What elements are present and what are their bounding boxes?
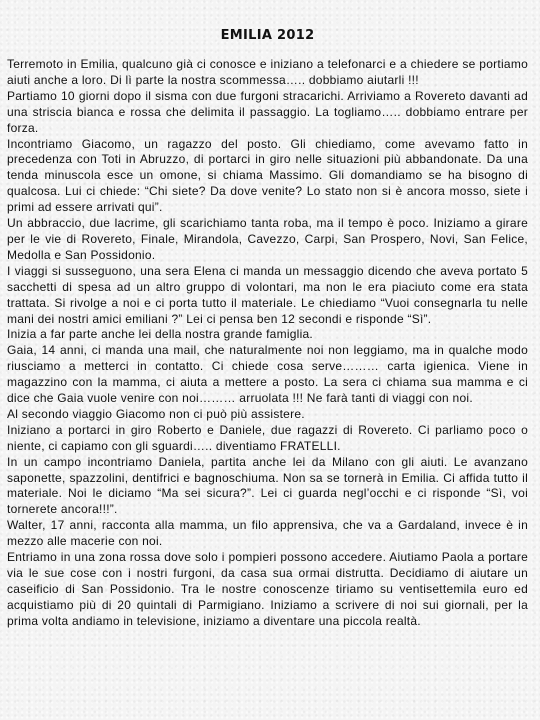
paragraph: Partiamo 10 giorni dopo il sisma con due furgoni stracarichi. Arriviamo a Rovereto davanti ad una striscia bianca e rossa che delimita il passaggio. La togliamo….. dobbiamo entrare per forza.: [7, 88, 528, 135]
document-title: EMILIA 2012: [220, 28, 315, 43]
document-body: [7, 57, 528, 630]
paragraph: Al secondo viaggio Giacomo non ci può più assistere.: [7, 406, 305, 421]
paragraph: Gaia, 14 anni, ci manda una mail, che naturalmente noi non leggiamo, ma in qualche modo riusciamo a metterci in contatto. Ci chiede cosa serve……… carta igienica. Viene in magazzino con la mamma, ci aiuta a mettere a posto. La sera ci chiama sua mamma e ci dice che Gaia vuole venire con noi……… arruolata !!! Ne farà tanti di viaggi con noi.: [7, 343, 528, 406]
paragraph: Inizia a far parte anche lei della nostra grande famiglia.: [7, 327, 314, 342]
paragraph: Terremoto in Emilia, qualcuno già ci conosce e iniziano a telefonarci e a chiedere se portiamo aiuti anche a loro. Di lì parte la nostra scommessa….. dobbiamo aiutarli !!!: [7, 57, 528, 87]
paragraph: I viaggi si susseguono, una sera Elena ci manda un messaggio dicendo che aveva portato 5 sacchetti di spesa ad un altro gruppo di volontari, ma non le era piaciuto come era stata trattata. Si rivolge a noi e ci porta tutto il materiale. Le chiediamo “Vuoi consegnarla tu nelle mani dei nostri amici emiliani ?” Lei ci pensa ben 12 secondi e risponde “Sì”.: [7, 263, 528, 326]
paragraph: Walter, 17 anni, racconta alla mamma, un filo apprensiva, che va a Gardaland, invece è in mezzo alle macerie con noi.: [7, 518, 528, 549]
paragraph: Entriamo in una zona rossa dove solo i pompieri possono accedere. Aiutiamo Paola a portare via le sue cose con i nostri furgoni, da casa sua ormai distrutta. Decidiamo di aiutare un caseificio di San Possidonio. Tra le nostre conoscenze tiriamo su ventisettemila euro ed acquistiamo più di 20 quintali di Parmigiano. Iniziamo a scrivere di noi sui giornali, per la prima volta andiamo in televisione, iniziamo a diventare una piccola realtà.: [7, 550, 528, 628]
paragraph: In un campo incontriamo Daniela, partita anche lei da Milano con gli aiuti. Le avanzano saponette, spazzolini, dentifrici e bagnoschiuma. Non sa se tornerà in Emilia. Ci affida tutto il materiale. Noi le diciamo “Ma sei sicura?”. Lei ci guarda negl’occhi e ci risponde “Sì, voi tornerete ancora!!!”.: [7, 454, 528, 517]
paragraph: Un abbraccio, due lacrime, gli scarichiamo tanta roba, ma il tempo è poco. Iniziamo a girare per le vie di Rovereto, Finale, Mirandola, Cavezzo, Carpi, San Prospero, Novi, San Felice, Medolla e San Possidonio.: [7, 216, 528, 262]
paragraph: Iniziano a portarci in giro Roberto e Daniele, due ragazzi di Rovereto. Ci parliamo poco o niente, ci capiamo con gli sguardi….. diventiamo FRATELLI.: [7, 422, 528, 453]
paragraph: Incontriamo Giacomo, un ragazzo del posto. Gli chiediamo, come avevamo fatto in precedenza con Toti in Abruzzo, di portarci in giro nelle situazioni più abbandonate. Da una tenda minuscola esce un omone, si chiama Massimo. Gli domandiamo se ha bisogno di qualcosa. Lui ci chiede: “Chi siete? Da dove venite? Lo stato non si è ancora mosso, siete i primi ad essere arrivati qui”.: [7, 136, 528, 215]
